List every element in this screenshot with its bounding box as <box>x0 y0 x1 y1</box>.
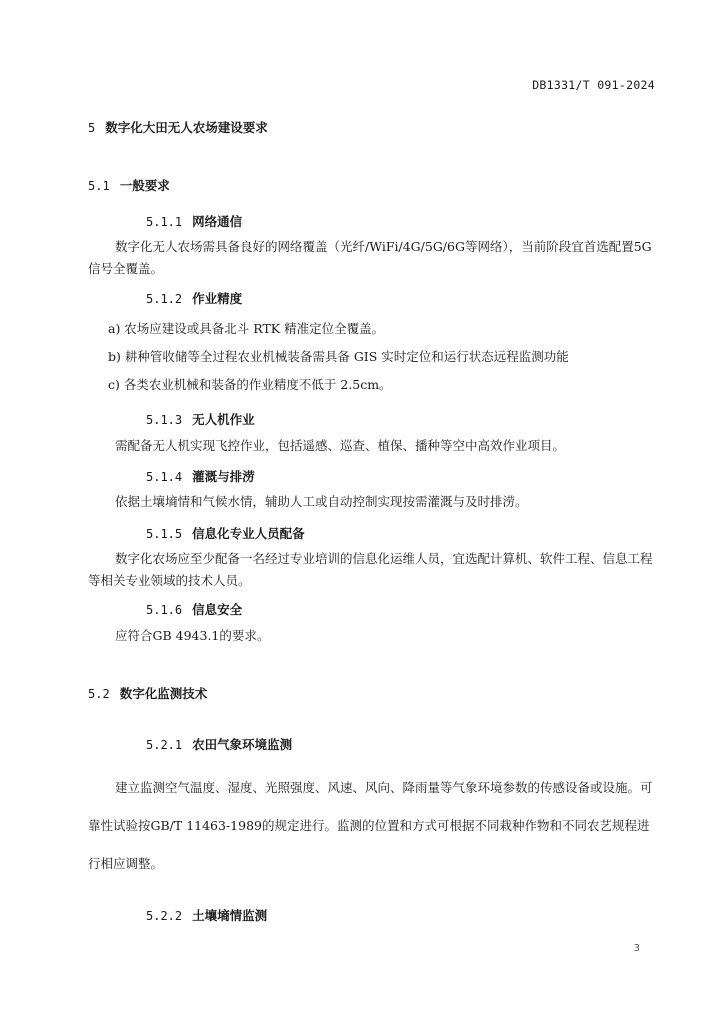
section-title: 数字化监测技术 <box>119 686 208 701</box>
section-5-2-heading <box>88 684 207 702</box>
section-title: 作业精度 <box>192 291 243 306</box>
section-title: 土壤墒情监测 <box>192 908 268 923</box>
section-5-1-2-heading <box>146 289 242 307</box>
section-5-heading <box>88 118 268 136</box>
section-5-2-2-heading <box>146 906 267 924</box>
paragraph-weather-monitoring: 建立监测空气温度、湿度、光照强度、风速、风向、降雨量等气象环境参数的传感设备或设施。可靠性试验按GB/T 11463-1989的规定进行。监测的位置和方式可根据不同栽种作物和不同农艺规程进行相应调整。 <box>88 780 653 871</box>
section-title: 信息化专业人员配备 <box>192 526 305 541</box>
section-number: 5.1.6 <box>146 603 183 617</box>
paragraph-staffing: 数字化农场应至少配备一名经过专业培训的信息化运维人员，宜选配计算机、软件工程、信息工程等相关专业领域的技术人员。 <box>88 551 653 588</box>
section-number: 5.2 <box>88 687 110 701</box>
document-code: DB1331/T 091-2024 <box>532 78 655 92</box>
paragraph-irrigation: 依据土壤墒情和气候水情，辅助人工或自动控制实现按需灌溉与及时排涝。 <box>115 494 528 509</box>
section-number: 5.1.3 <box>146 413 183 427</box>
section-title: 信息安全 <box>192 602 243 617</box>
section-5-1-heading <box>88 176 170 194</box>
list-item: c) 各类农业机械和装备的作业精度不低于 2.5cm。 <box>108 377 392 392</box>
paragraph-drone: 需配备无人机实现飞控作业，包括遥感、巡查、植保、播种等空中高效作业项目。 <box>115 438 566 453</box>
section-title: 灌溉与排涝 <box>192 469 255 484</box>
section-5-1-4-heading <box>146 467 255 485</box>
paragraph-network: 数字化无人农场需具备良好的网络覆盖（光纤/WiFi/4G/5G/6G等网络），当前阶段宜首选配置5G信号全覆盖。 <box>88 239 652 276</box>
section-5-2-1-heading <box>146 735 292 753</box>
page-number: 3 <box>633 943 640 954</box>
list-item: a) 农场应建设或具备北斗 RTK 精准定位全覆盖。 <box>108 321 385 336</box>
section-number: 5.2.2 <box>146 909 183 923</box>
section-title: 网络通信 <box>192 214 243 229</box>
section-title: 数字化大田无人农场建设要求 <box>105 120 268 135</box>
section-5-1-6-heading <box>146 600 242 618</box>
section-title: 农田气象环境监测 <box>192 737 293 752</box>
list-item: b) 耕种管收储等全过程农业机械装备需具备 GIS 实时定位和运行状态远程监测功能 <box>108 349 569 364</box>
paragraph-security: 应符合GB 4943.1的要求。 <box>115 628 270 643</box>
section-5-1-5-heading <box>146 524 305 542</box>
section-5-1-1-heading <box>146 212 242 230</box>
section-number: 5.1.4 <box>146 470 183 484</box>
section-number: 5 <box>88 121 96 135</box>
section-number: 5.1.5 <box>146 527 183 541</box>
section-number: 5.1.2 <box>146 292 183 306</box>
section-title: 一般要求 <box>119 178 170 193</box>
section-number: 5.1.1 <box>146 215 183 229</box>
section-title: 无人机作业 <box>192 412 255 427</box>
section-number: 5.1 <box>88 179 110 193</box>
section-5-1-3-heading <box>146 410 255 428</box>
section-number: 5.2.1 <box>146 738 183 752</box>
